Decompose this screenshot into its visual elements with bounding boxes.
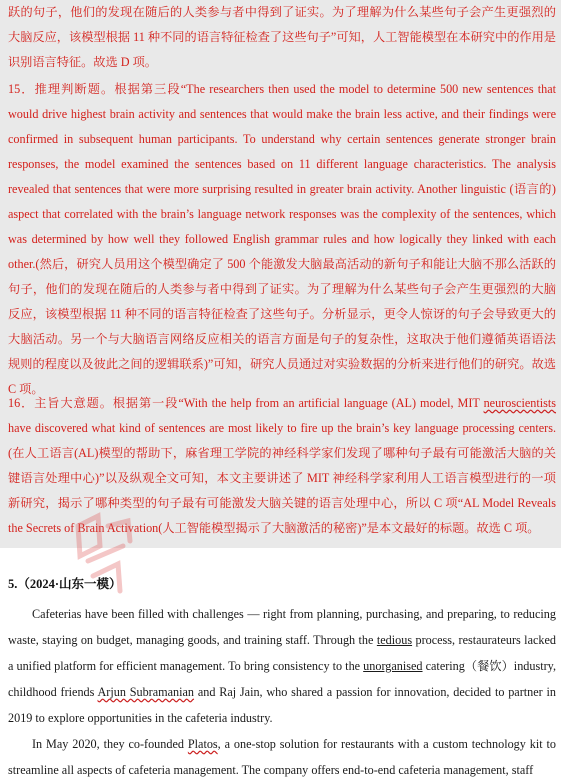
answer-15-text: 根据第三段“The researchers then used the model to determine 500 new sentences that would drive highest brain activity and sentences that would make the brain less active, and their findings were confirmed in subsequent human participants. To understand why certain sentences generate stronger brain responses, the model examined the sentences based on 11 different language characteristics. The analysis revealed that sentences that were more surprising resulted in greater brain activity. Another linguistic (语言的) aspect that correlated with the brain’s language network responses was the complexity of the sentences, which was determined by how well they followed English grammar rules and how logically they linked with each other.(然后，研究人员用这个模型确定了 500 个能激发大脑最高活动的新句子和能让大脑不那么活跃的句子，他们的发现在随后的人类参与者中得到了证实。为了理解为什么某些句子会产生更强烈的大脑反应，该模型根据 11 种不同的语言特征检查了这些句子。分析显示，更令人惊讶的句子会导致更大的大脑活动。另一个与大脑语言网络反应相关的语言方面是句子的复杂性，这取决于他们遵循英语语法规则的程度以及彼此之间的逻辑联系)”可知，研究人员通过对实验数据的分析来进行他们的研究。故选 C 项。 [8, 82, 556, 396]
answer-15 [8, 77, 556, 402]
passage-p1-text-c: catering（餐饮）industry, childhood friends [8, 659, 557, 699]
answer-continuation: 跃的句子，他们的发现在随后的人类参与者中得到了证实。为了理解为什么某些句子会产生更强烈的大脑反应，该模型根据 11 种不同的语言特征检查了这些句子”可知，人工智能模型在本研究中的作用是识别语言特征。故选 D 项。 [8, 5, 556, 69]
answer-continuation-text [8, 0, 556, 75]
answer-16-wavy-word: neuroscientists [483, 396, 557, 410]
answer-16-text-b: have discovered what kind of sentences are most likely to fire up the brain’s key language processing centers.(在人工语言(AL)模型的帮助下，麻省理工学院的神经科学家们发现了哪种句子最有可能激活大脑的关键语言处理中心)”以及纵观全文可知，本文主要讲述了 MIT 神经科学家利用人工语言模型进行的一项新研究，揭示了哪种类型的句子最有可能激发大脑关键的语言处理中心，所以 C 项“AL Model Reveals the Secrets of Brain Activation(人工智能模型揭示了大脑激活的秘密)”是本文最好的标题。故选 C 项。 [8, 421, 556, 535]
underlined-word-tedious: tedious [376, 633, 413, 647]
answer-16-label: 16．主旨大意题。 [8, 396, 113, 410]
wavy-name-platos: Platos [187, 737, 218, 751]
passage-p1-text-a: Cafeterias have been filled with challenges — right from planning, purchasing, and preparing, to reducing waste, staying on budget, managing goods, and training staff. Through the [8, 607, 556, 647]
passage-paragraph-1 [8, 601, 556, 731]
answer-15-label: 15．推理判断题。 [8, 82, 115, 96]
passage-p1-text-d: and Raj Jain, who shared a passion for innovation, decided to partner in 2019 to explore opportunities in the cafeteria industry. [8, 685, 556, 725]
wavy-name-arjun: Arjun Subramanian [97, 685, 195, 699]
passage-p2-text-b: , a one-stop solution for restaurants with a custom technology kit to streamline all aspects of cafeteria management. The company offers end-to-end cafeteria management, staff [8, 737, 556, 777]
answer-16-text-a: 根据第一段“With the help from an artificial language (AL) model, MIT [112, 396, 484, 410]
answer-16 [8, 391, 556, 541]
section-heading: 5.（2024·山东一模） [8, 577, 122, 591]
passage-p1-text-b: process, restaurateurs lacked a unified platform for efficient management. To bring consistency to the [8, 633, 556, 673]
passage-paragraph-2 [8, 731, 556, 783]
underlined-word-unorganised: unorganised [363, 659, 423, 673]
passage-p2-text-a: In May 2020, they co-founded [32, 737, 188, 751]
